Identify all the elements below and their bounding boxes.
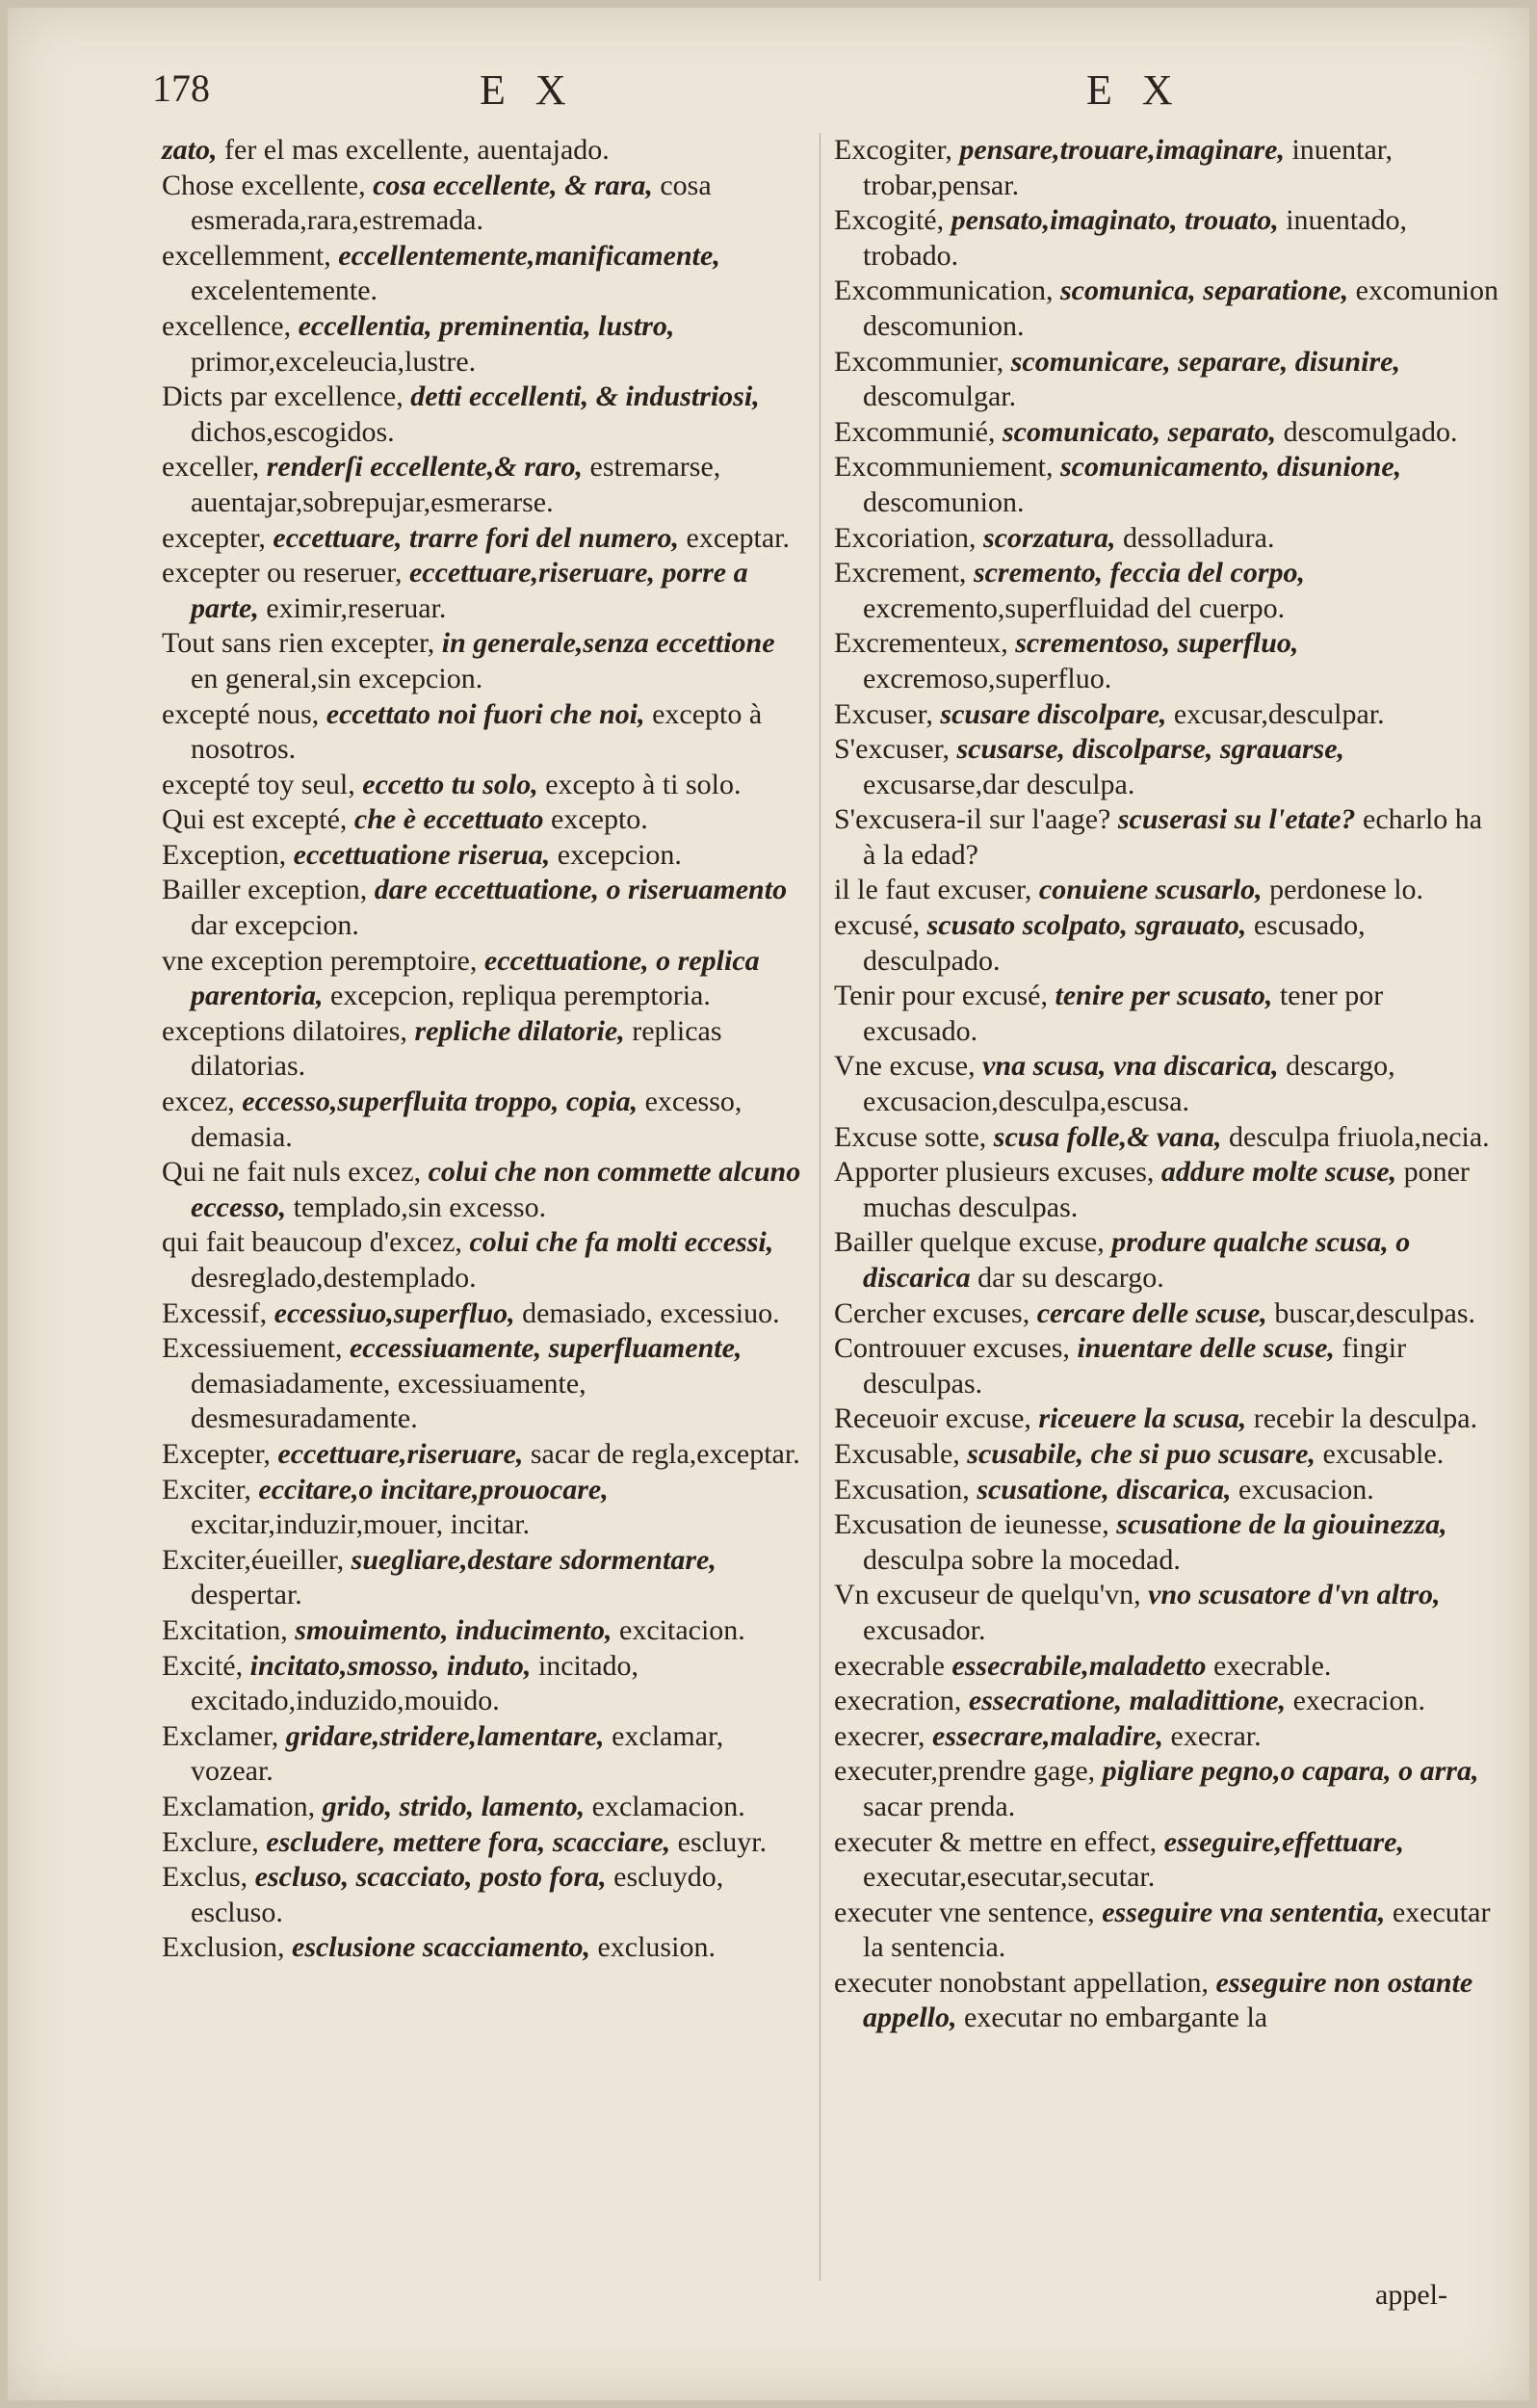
headword-french: Excrement, xyxy=(834,557,967,589)
gloss-italian: scremento, feccia del corpo, xyxy=(973,557,1305,589)
gloss-spanish: primor,exceleucia,lustre. xyxy=(191,345,477,378)
headword-french: vne exception peremptoire, xyxy=(162,944,478,977)
dictionary-entry xyxy=(162,768,802,803)
headword-french: exceller, xyxy=(162,451,260,484)
headword-french: S'excuser, xyxy=(834,733,950,766)
dictionary-entry xyxy=(162,380,802,450)
gloss-spanish: dar su descargo. xyxy=(977,1262,1164,1294)
headword-french: execrable xyxy=(834,1649,945,1682)
headword-french: execrer, xyxy=(834,1719,925,1752)
gloss-spanish: escusado, desculpado. xyxy=(863,909,1366,977)
headword-french: Bailler quelque excuse, xyxy=(834,1226,1105,1259)
headword-french: Excitation, xyxy=(162,1613,288,1646)
right-column xyxy=(834,133,1498,2036)
gloss-spanish: replicas dilatorias. xyxy=(191,1014,722,1083)
gloss-spanish: executar la sentencia. xyxy=(863,1896,1491,1964)
headword-french: Exclure, xyxy=(162,1825,259,1858)
gloss-spanish: perdonese lo. xyxy=(1269,874,1424,906)
headword-french: Excommunier, xyxy=(834,345,1004,378)
gloss-spanish: descomulgar. xyxy=(863,380,1017,413)
headword-french: excellemment, xyxy=(162,239,331,272)
dictionary-entry xyxy=(162,521,802,557)
gloss-italian: scuserasi su l'etate? xyxy=(1117,803,1356,836)
headword-french: excez, xyxy=(162,1086,235,1118)
dictionary-entry xyxy=(162,802,802,838)
gloss-spanish: desreglado,destemplado. xyxy=(191,1262,477,1294)
dictionary-entry xyxy=(834,203,1498,274)
gloss-spanish: dar excepcion. xyxy=(191,909,359,942)
gloss-spanish: execrable. xyxy=(1213,1649,1332,1682)
gloss-italian: scomunicato, separato, xyxy=(1002,415,1277,448)
gloss-italian: eccesso,superfluita troppo, copia, xyxy=(242,1086,638,1118)
dictionary-entry xyxy=(162,1331,802,1437)
headword-french: excepté nous, xyxy=(162,697,320,730)
gloss-italian: esseguire,effettuare, xyxy=(1163,1825,1404,1858)
gloss-italian: eccitare,o incitare,prouocare, xyxy=(258,1473,609,1505)
gloss-italian: scrementoso, superfluo, xyxy=(1015,627,1299,660)
dictionary-entry xyxy=(834,274,1498,344)
gloss-italian: scusatione, discarica, xyxy=(977,1473,1232,1505)
headword-french: S'excusera-il sur l'aage? xyxy=(834,803,1111,836)
headword-french: execration, xyxy=(834,1685,962,1717)
book-page xyxy=(8,8,1529,2400)
gloss-italian: essecrare,maladire, xyxy=(932,1719,1164,1752)
gloss-italian: cosa eccellente, & rara, xyxy=(373,169,653,201)
headword-french: Apporter plusieurs excuses, xyxy=(834,1156,1155,1189)
gloss-spanish: dichos,escogidos. xyxy=(191,415,395,448)
headword-french: Excoriation, xyxy=(834,521,977,554)
dictionary-entry xyxy=(162,1649,802,1719)
gloss-spanish: execracion. xyxy=(1292,1685,1425,1717)
gloss-italian: colui che fa molti eccessi, xyxy=(469,1226,774,1259)
gloss-italian: gridare,stridere,lamentare, xyxy=(285,1719,605,1752)
gloss-spanish: fingir desculpas. xyxy=(863,1332,1407,1400)
gloss-italian: esseguire vna sententia, xyxy=(1102,1896,1386,1928)
headword-french: Excusable, xyxy=(834,1437,960,1470)
headword-french: Qui est excepté, xyxy=(162,803,348,836)
dictionary-entry xyxy=(162,944,802,1014)
headword-french: Cercher excuses, xyxy=(834,1296,1030,1329)
headword-french: Receuoir excuse, xyxy=(834,1402,1031,1435)
headword-french: Excité, xyxy=(162,1649,244,1682)
gloss-italian: esclusione scacciamento, xyxy=(292,1931,590,1964)
headword-french: Excommunication, xyxy=(834,275,1054,307)
headword-french: Excommunié, xyxy=(834,415,996,448)
gloss-italian: escludere, mettere fora, scacciare, xyxy=(266,1825,671,1858)
dictionary-entry xyxy=(162,1085,802,1155)
gloss-italian: in generale,senza eccettione xyxy=(441,627,775,660)
dictionary-entry xyxy=(834,415,1498,451)
gloss-italian: conuiene scusarlo, xyxy=(1038,874,1263,906)
dictionary-entry xyxy=(834,873,1498,908)
dictionary-entry xyxy=(162,556,802,626)
gloss-spanish: excepcion, repliqua peremptoria. xyxy=(330,980,711,1012)
gloss-italian: inuentare delle scuse, xyxy=(1077,1332,1335,1365)
gloss-italian: eccellentia, preminentia, lustro, xyxy=(298,309,675,342)
gloss-italian: esseguire non ostante appello, xyxy=(863,1966,1473,2034)
headword-french: Exception, xyxy=(162,838,287,871)
headword-french: Excusation, xyxy=(834,1473,970,1505)
dictionary-entry xyxy=(834,802,1498,873)
gloss-italian: repliche dilatorie, xyxy=(414,1014,625,1047)
headword-french: Excrementeux, xyxy=(834,627,1008,660)
gloss-italian: grido, strido, lamento, xyxy=(322,1790,586,1822)
running-head-left: E X xyxy=(480,66,576,114)
dictionary-entry xyxy=(162,838,802,874)
headword-french: Excogité, xyxy=(834,204,945,237)
gloss-spanish: excepcion. xyxy=(557,838,682,871)
dictionary-entry xyxy=(834,1225,1498,1296)
headword-french: Exclamation, xyxy=(162,1790,316,1822)
gloss-spanish: excusacion. xyxy=(1237,1473,1374,1505)
gloss-spanish: exclusion. xyxy=(597,1931,716,1964)
gloss-italian: scusarse, discolparse, sgrauarse, xyxy=(956,733,1345,766)
gloss-spanish: excepto à ti solo. xyxy=(545,768,742,800)
dictionary-entry xyxy=(162,1543,802,1613)
dictionary-entry xyxy=(834,521,1498,557)
gloss-spanish: excremento,superfluidad del cuerpo. xyxy=(863,591,1286,624)
gloss-spanish: excusador. xyxy=(863,1613,986,1646)
dictionary-entry xyxy=(162,1473,802,1543)
gloss-italian: vno scusatore d'vn altro, xyxy=(1148,1579,1441,1611)
dictionary-entry xyxy=(834,1966,1498,2036)
column-divider xyxy=(820,133,821,2281)
gloss-italian: colui che non commette alcuno eccesso, xyxy=(191,1156,801,1223)
dictionary-entry xyxy=(834,1437,1498,1473)
dictionary-entry xyxy=(162,1014,802,1085)
headword-french: excusé, xyxy=(834,909,921,942)
headword-french: Exclus, xyxy=(162,1861,248,1894)
headword-french: excepté toy seul, xyxy=(162,768,355,800)
dictionary-entry xyxy=(162,1860,802,1930)
dictionary-entry xyxy=(162,1613,802,1649)
headword-french: excellence, xyxy=(162,309,292,342)
dictionary-entry xyxy=(162,697,802,768)
gloss-italian: scusa folle,& vana, xyxy=(993,1120,1222,1153)
headword-french: exceptions dilatoires, xyxy=(162,1014,407,1047)
dictionary-entry xyxy=(834,1578,1498,1648)
gloss-italian: escluso, scacciato, posto fora, xyxy=(254,1861,607,1894)
gloss-spanish: inuentado, trobado. xyxy=(863,204,1408,272)
headword-french: Excuser, xyxy=(834,697,933,730)
headword-french: executer vne sentence, xyxy=(834,1896,1095,1928)
dictionary-entry xyxy=(162,1719,802,1790)
dictionary-entry xyxy=(162,133,802,169)
gloss-italian: scusare discolpare, xyxy=(940,697,1167,730)
dictionary-entry xyxy=(834,450,1498,520)
gloss-spanish: execrar. xyxy=(1170,1719,1262,1752)
headword-french: Excusation de ieunesse, xyxy=(834,1508,1109,1541)
gloss-italian: scusatione de la giouinezza, xyxy=(1116,1508,1447,1541)
dictionary-entry xyxy=(162,1930,802,1966)
dictionary-entry xyxy=(162,1296,802,1332)
gloss-italian: cercare delle scuse, xyxy=(1036,1296,1267,1329)
dictionary-entry xyxy=(834,1120,1498,1156)
dictionary-entry xyxy=(162,1437,802,1473)
headword-french: Exciter,éueiller, xyxy=(162,1543,345,1576)
dictionary-entry xyxy=(834,133,1498,203)
gloss-spanish: excitacion. xyxy=(619,1613,745,1646)
headword-french: qui fait beaucoup d'excez, xyxy=(162,1226,462,1259)
gloss-spanish: executar no embargante la xyxy=(964,2002,1268,2034)
gloss-spanish: echarlo ha à la edad? xyxy=(863,803,1483,871)
gloss-spanish: sacar prenda. xyxy=(863,1790,1016,1822)
gloss-spanish: estremarse, auentajar,sobrepujar,esmerarse. xyxy=(191,451,721,518)
gloss-spanish: poner muchas desculpas. xyxy=(863,1156,1470,1223)
dictionary-entry xyxy=(834,1473,1498,1508)
dictionary-entry xyxy=(162,309,802,380)
dictionary-entry xyxy=(834,697,1498,733)
gloss-spanish: excusarse,dar desculpa. xyxy=(863,768,1135,800)
gloss-italian: scomunica, separatione, xyxy=(1059,275,1349,307)
gloss-spanish: exclamar, vozear. xyxy=(191,1719,724,1788)
headword-french: Exclusion, xyxy=(162,1931,285,1964)
gloss-spanish: descargo, excusacion,desculpa,escusa. xyxy=(863,1050,1395,1118)
gloss-spanish: desculpa sobre la mocedad. xyxy=(863,1543,1181,1576)
gloss-spanish: en general,sin excepcion. xyxy=(191,662,483,694)
gloss-spanish: excepto. xyxy=(551,803,648,836)
headword-french: Chose excellente, xyxy=(162,169,366,201)
gloss-italian: pensare,trouare,imaginare, xyxy=(959,134,1285,166)
headword-french: Exciter, xyxy=(162,1473,251,1505)
headword-french: executer nonobstant appellation, xyxy=(834,1966,1210,1999)
gloss-italian: eccettato noi fuori che noi, xyxy=(326,697,645,730)
dictionary-entry xyxy=(162,239,802,309)
gloss-spanish: dessolladura. xyxy=(1123,521,1275,554)
headword-french: Qui ne fait nuls excez, xyxy=(162,1156,422,1189)
running-head-right: E X xyxy=(1086,66,1183,114)
gloss-spanish: demasiadamente, excessiuamente, desmesuradamente. xyxy=(191,1367,586,1435)
left-column xyxy=(162,133,802,1966)
gloss-italian: eccellentemente,manificamente, xyxy=(338,239,720,272)
headword-french: excepter ou reseruer, xyxy=(162,557,403,589)
dictionary-entry xyxy=(162,626,802,696)
headword-french: Controuuer excuses, xyxy=(834,1332,1070,1365)
gloss-spanish: exclamacion. xyxy=(591,1790,745,1822)
headword-french: Tenir pour excusé, xyxy=(834,980,1048,1012)
gloss-italian: eccettuare,riseruare, porre a parte, xyxy=(191,557,748,624)
gloss-spanish: desculpa friuola,necia. xyxy=(1228,1120,1490,1153)
gloss-italian: eccettuatione, o replica parentoria, xyxy=(191,944,760,1012)
gloss-italian: eccessiuamente, superfluamente, xyxy=(349,1332,742,1365)
headword-french: Vn excuseur de quelqu'vn, xyxy=(834,1579,1141,1611)
page-number: 178 xyxy=(152,66,210,110)
gloss-italian: eccettuare,riseruare, xyxy=(277,1437,524,1470)
headword-french: Excommuniement, xyxy=(834,451,1054,484)
dictionary-entry xyxy=(834,732,1498,802)
gloss-italian: renderſi eccellente,& raro, xyxy=(266,451,583,484)
dictionary-entry xyxy=(834,626,1498,696)
gloss-spanish: templado,sin excesso. xyxy=(293,1191,547,1223)
dictionary-entry xyxy=(834,979,1498,1049)
gloss-spanish: despertar. xyxy=(191,1579,302,1611)
dictionary-entry xyxy=(834,1719,1498,1755)
gloss-italian: eccettuatione riserua, xyxy=(293,838,551,871)
dictionary-entry xyxy=(834,1296,1498,1332)
headword-french: Excessiuement, xyxy=(162,1332,343,1365)
dictionary-entry xyxy=(834,1754,1498,1824)
gloss-spanish: excusar,desculpar. xyxy=(1173,697,1385,730)
dictionary-entry xyxy=(834,1155,1498,1225)
gloss-spanish: descomulgado. xyxy=(1283,415,1458,448)
gloss-spanish: recebir la desculpa. xyxy=(1253,1402,1478,1435)
headword-french: Tout sans rien excepter, xyxy=(162,627,435,660)
gloss-spanish: fer el mas excellente, auentajado. xyxy=(224,134,610,166)
headword-french: executer,prendre gage, xyxy=(834,1755,1096,1788)
gloss-spanish: incitado, excitado,induzido,mouido. xyxy=(191,1649,639,1717)
headword-french: Excogiter, xyxy=(834,134,952,166)
gloss-italian: eccessiuo,superfluo, xyxy=(274,1296,515,1329)
dictionary-entry xyxy=(162,1225,802,1296)
gloss-italian: essecratione, maladittione, xyxy=(968,1685,1287,1717)
dictionary-entry xyxy=(162,1825,802,1861)
headword-french: Excepter, xyxy=(162,1437,271,1470)
dictionary-entry xyxy=(162,873,802,943)
gloss-italian: eccetto tu solo, xyxy=(362,768,538,800)
gloss-italian: scusato scolpato, sgrauato, xyxy=(926,909,1247,942)
gloss-spanish: escluydo, escluso. xyxy=(191,1861,724,1928)
gloss-spanish: excesso, demasia. xyxy=(191,1086,742,1153)
headword-french: executer & mettre en effect, xyxy=(834,1825,1158,1858)
dictionary-entry xyxy=(834,1684,1498,1719)
catchword: appel- xyxy=(1375,2279,1447,2311)
gloss-spanish: descomunion. xyxy=(863,485,1025,518)
gloss-spanish: excelentemente. xyxy=(191,275,378,307)
gloss-italian: incitato,smosso, induto, xyxy=(249,1649,532,1682)
dictionary-entry xyxy=(834,556,1498,626)
gloss-italian: eccettuare, trarre fori del numero, xyxy=(273,521,680,554)
dictionary-entry xyxy=(834,1331,1498,1401)
gloss-italian: scorzatura, xyxy=(982,521,1116,554)
gloss-italian: addure molte scuse, xyxy=(1160,1156,1397,1189)
dictionary-entry xyxy=(162,450,802,520)
gloss-italian: smouimento, inducimento, xyxy=(295,1613,612,1646)
gloss-italian: dare eccettuatione, o riseruamento xyxy=(374,874,788,906)
gloss-italian: detti eccellenti, & industriosi, xyxy=(410,380,760,413)
headword-french: il le faut excuser, xyxy=(834,874,1032,906)
gloss-spanish: eximir,reseruar. xyxy=(266,591,447,624)
headword-french: Bailler exception, xyxy=(162,874,368,906)
dictionary-entry xyxy=(834,1507,1498,1578)
gloss-italian: scusabile, che si puo scusare, xyxy=(967,1437,1316,1470)
dictionary-entry xyxy=(834,1401,1498,1437)
headword-french: Excessif, xyxy=(162,1296,268,1329)
gloss-italian: pensato,imaginato, trouato, xyxy=(951,204,1279,237)
gloss-italian: che è eccettuato xyxy=(353,803,544,836)
gloss-spanish: executar,esecutar,secutar. xyxy=(863,1861,1156,1894)
gloss-spanish: cosa esmerada,rara,estremada. xyxy=(191,169,712,237)
headword-french: excepter, xyxy=(162,521,266,554)
gloss-italian: zato, xyxy=(162,134,218,166)
gloss-italian: scomunicamento, disunione, xyxy=(1059,451,1402,484)
headword-french: Dicts par excellence, xyxy=(162,380,404,413)
headword-french: Exclamer, xyxy=(162,1719,279,1752)
gloss-italian: tenire per scusato, xyxy=(1055,980,1273,1012)
gloss-spanish: tener por excusado. xyxy=(863,980,1384,1047)
gloss-spanish: inuentar, trobar,pensar. xyxy=(863,134,1394,201)
gloss-spanish: exceptar. xyxy=(686,521,790,554)
dictionary-entry xyxy=(834,1049,1498,1119)
gloss-italian: produre qualche scusa, o discarica xyxy=(863,1226,1411,1294)
gloss-spanish: demasiado, excessiuo. xyxy=(522,1296,780,1329)
dictionary-entry xyxy=(834,345,1498,415)
gloss-italian: vna scusa, vna discarica, xyxy=(982,1050,1279,1083)
gloss-italian: riceuere la scusa, xyxy=(1038,1402,1247,1435)
gloss-italian: scomunicare, separare, disunire, xyxy=(1010,345,1400,378)
gloss-spanish: excremoso,superfluo. xyxy=(863,662,1112,694)
gloss-spanish: excitar,induzir,mouer, incitar. xyxy=(191,1508,531,1541)
headword-french: Excuse sotte, xyxy=(834,1120,987,1153)
dictionary-entry xyxy=(834,908,1498,979)
dictionary-entry xyxy=(834,1896,1498,1966)
gloss-italian: pigliare pegno,o capara, o arra, xyxy=(1102,1755,1479,1788)
dictionary-entry xyxy=(162,1155,802,1225)
dictionary-entry xyxy=(162,1790,802,1825)
gloss-spanish: buscar,desculpas. xyxy=(1274,1296,1476,1329)
dictionary-entry xyxy=(834,1825,1498,1896)
dictionary-entry xyxy=(834,1649,1498,1685)
gloss-italian: suegliare,destare sdormentare, xyxy=(351,1543,716,1576)
gloss-spanish: excusable. xyxy=(1322,1437,1445,1470)
gloss-spanish: excepto à nosotros. xyxy=(191,697,763,766)
headword-french: Vne excuse, xyxy=(834,1050,976,1083)
gloss-italian: essecrabile,maladetto xyxy=(951,1649,1207,1682)
gloss-spanish: escluyr. xyxy=(677,1825,768,1858)
gloss-spanish: sacar de regla,exceptar. xyxy=(530,1437,800,1470)
gloss-spanish: excomunion descomunion. xyxy=(863,275,1498,342)
dictionary-entry xyxy=(162,169,802,239)
